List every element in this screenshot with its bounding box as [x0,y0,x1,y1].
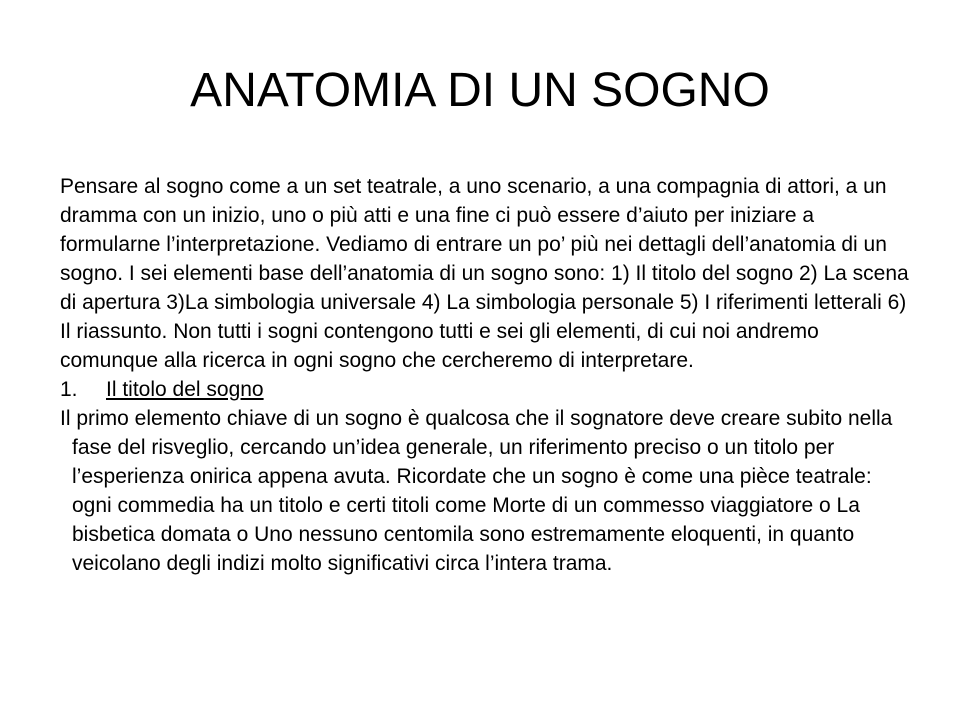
intro-paragraph: Pensare al sogno come a un set teatrale, a uno scenario, a una compagnia di attori, a un dramma con un inizio, uno o più atti e una fine ci può essere d’aiuto per iniziare a formularne l’interpretazione. Vediamo di entrare un po’ più nei dettagli dell’anatomia di un sogno. I sei elementi base dell’anatomia di un sogno sono: 1) Il titolo del sogno 2) La scena di apertura 3)La simbologia universale 4) La simbologia personale 5) I riferimenti letterali 6) Il riassunto. Non tutti i sogni contengono tutti e sei gli elementi, di cui noi andremo comunque alla ricerca in ogni sogno che cercheremo di interpretare. [60,175,909,372]
slide-title: ANATOMIA DI UN SOGNO [190,64,770,117]
slide-body [60,172,910,578]
list-heading-label: Il titolo del sogno [106,378,264,401]
numbered-heading [60,375,910,404]
list-number: 1. [60,378,78,401]
detail-paragraph: Il primo elemento chiave di un sogno è qualcosa che il sognatore deve creare subito nella fase del risveglio, cercando un’idea generale, un riferimento preciso o un titolo per l’esperienza onirica appena avuta. Ricordate che un sogno è come una pièce teatrale: ogni commedia ha un titolo e certi titoli come Morte di un commesso viaggiatore o La bisbetica domata o Uno nessuno centomila sono estremamente eloquenti, in quanto veicolano degli indizi molto significativi circa l’intera trama. [60,407,893,575]
